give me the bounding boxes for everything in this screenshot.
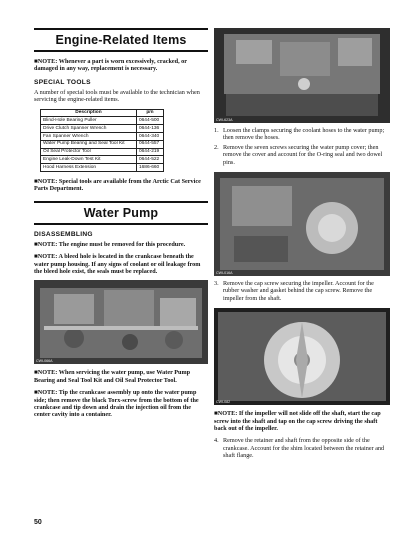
- coolant-hose-photo: [214, 28, 390, 123]
- step-number: 1.: [214, 127, 219, 134]
- step-text: Remove the cap screw securing the impeller. Account for the rubber washer and gasket behind the cap screw. Remove the impeller from the shaft.: [223, 280, 374, 302]
- step-item: [214, 144, 390, 166]
- table-row: [41, 140, 164, 148]
- water-pump-title: Water Pump: [83, 205, 159, 220]
- table-row: [41, 164, 164, 172]
- steps-list-3: [214, 437, 390, 459]
- step-item: [214, 280, 390, 302]
- tool-part-number: 0644-500: [136, 117, 163, 125]
- water-pump-cover-photo: [214, 172, 390, 276]
- pn-header: p/n: [136, 109, 163, 117]
- tool-description: Fan Spanner Wrench: [41, 132, 137, 140]
- step-item: [214, 437, 390, 459]
- water-pump-banner: [34, 201, 208, 225]
- steps-list-1: [214, 127, 390, 166]
- table-row: [41, 148, 164, 156]
- table-row: [41, 156, 164, 164]
- special-tools-heading: SPECIAL TOOLS: [34, 78, 91, 86]
- engine-removal-note: ■NOTE: The engine must be removed for this procedure.: [34, 240, 186, 248]
- tool-part-number: 0644-219: [136, 148, 163, 156]
- tool-part-number: 0644-557: [136, 140, 163, 148]
- crankcase-illustration: [34, 280, 208, 364]
- table-header-row: [41, 109, 164, 117]
- page-number: 50: [34, 519, 42, 526]
- special-tools-intro: A number of special tools must be available to the technician when servicing the engine-related items.: [34, 88, 200, 104]
- photo-caption: CWI-066A: [36, 359, 53, 364]
- steps-list-2: [214, 280, 390, 302]
- tip-crankcase-note: ■NOTE: Tip the crankcase assembly up onto the water pump side; then remove the black Torx-screw from the bottom of the crankcase and tip down and drain the injection oil from the center cavity into a container.: [34, 389, 199, 419]
- right-column: [214, 28, 390, 466]
- step-text: Loosen the clamps securing the coolant hoses to the water pump; then remove the hoses.: [223, 127, 385, 142]
- table-row: [41, 132, 164, 140]
- step-number: 3.: [214, 280, 219, 288]
- tool-description: Drive Clutch Spanner Wrench: [41, 125, 137, 133]
- step-text: Remove the retainer and shaft from the opposite side of the crankcase. Account for the shim located between the retainer and shaft flange.: [223, 437, 385, 460]
- tool-part-number: 1686-660: [136, 164, 163, 172]
- step-item: [214, 127, 390, 142]
- impeller-photo: [214, 308, 390, 405]
- engine-related-items-title: Engine-Related Items: [55, 33, 187, 47]
- step-number: 4.: [214, 437, 219, 445]
- table-row: [41, 117, 164, 125]
- engine-related-items-banner: [34, 28, 208, 52]
- tool-description: Oil Seal Protector Tool: [41, 148, 137, 156]
- step-text: Remove the seven screws securing the water pump cover; then remove the cover and account for the O-ring seal and two dowel pins.: [223, 143, 383, 166]
- tool-description: Water Pump Bearing and Seal Tool Kit: [41, 140, 137, 148]
- special-tools-table: [40, 109, 164, 172]
- tool-description: Engine Leak-Down Test Kit: [41, 156, 137, 164]
- crankcase-photo: [34, 280, 208, 364]
- step-number: 2.: [214, 143, 219, 151]
- photo-caption: CWI-016A: [216, 271, 233, 276]
- special-tools-note: ■NOTE: Special tools are available from the Arctic Cat Service Parts Department.: [34, 177, 201, 193]
- left-column: [34, 28, 208, 424]
- impeller-illustration: [214, 308, 390, 405]
- tool-part-number: 0644-136: [136, 125, 163, 133]
- tool-kit-note: ■NOTE: When servicing the water pump, use Water Pump Bearing and Seal Tool Kit and Oil Seal Protector Tool.: [34, 369, 191, 384]
- photo-caption: CWI-623A: [216, 118, 233, 122]
- tool-description: Hood Harness Extension: [41, 164, 137, 172]
- tool-part-number: 0644-522: [136, 156, 163, 164]
- description-header: Description: [41, 109, 137, 117]
- tool-description: Blind-Hole Bearing Puller: [41, 117, 137, 125]
- disassembling-heading: DISASSEMBLING: [34, 230, 93, 238]
- water-pump-illustration: [214, 172, 390, 276]
- impeller-stuck-note: ■NOTE: If the impeller will not slide off the shaft, start the cap screw into the shaft and tap on the cap screw driving the shaft back out of the impeller.: [214, 410, 381, 433]
- photo-caption: CWI-082: [216, 400, 231, 405]
- worn-parts-note: ■NOTE: Whenever a part is worn excessively, cracked, or damaged in any way, replacement is necessary.: [34, 58, 187, 73]
- tool-part-number: 0644-340: [136, 132, 163, 140]
- table-row: [41, 125, 164, 133]
- engine-top-illustration: [214, 28, 390, 123]
- bleed-hole-note: ■NOTE: A bleed hole is located in the crankcase beneath the water pump housing. If any signs of coolant or oil leakage from the bleed hole exist, the seals must be replaced.: [34, 253, 201, 275]
